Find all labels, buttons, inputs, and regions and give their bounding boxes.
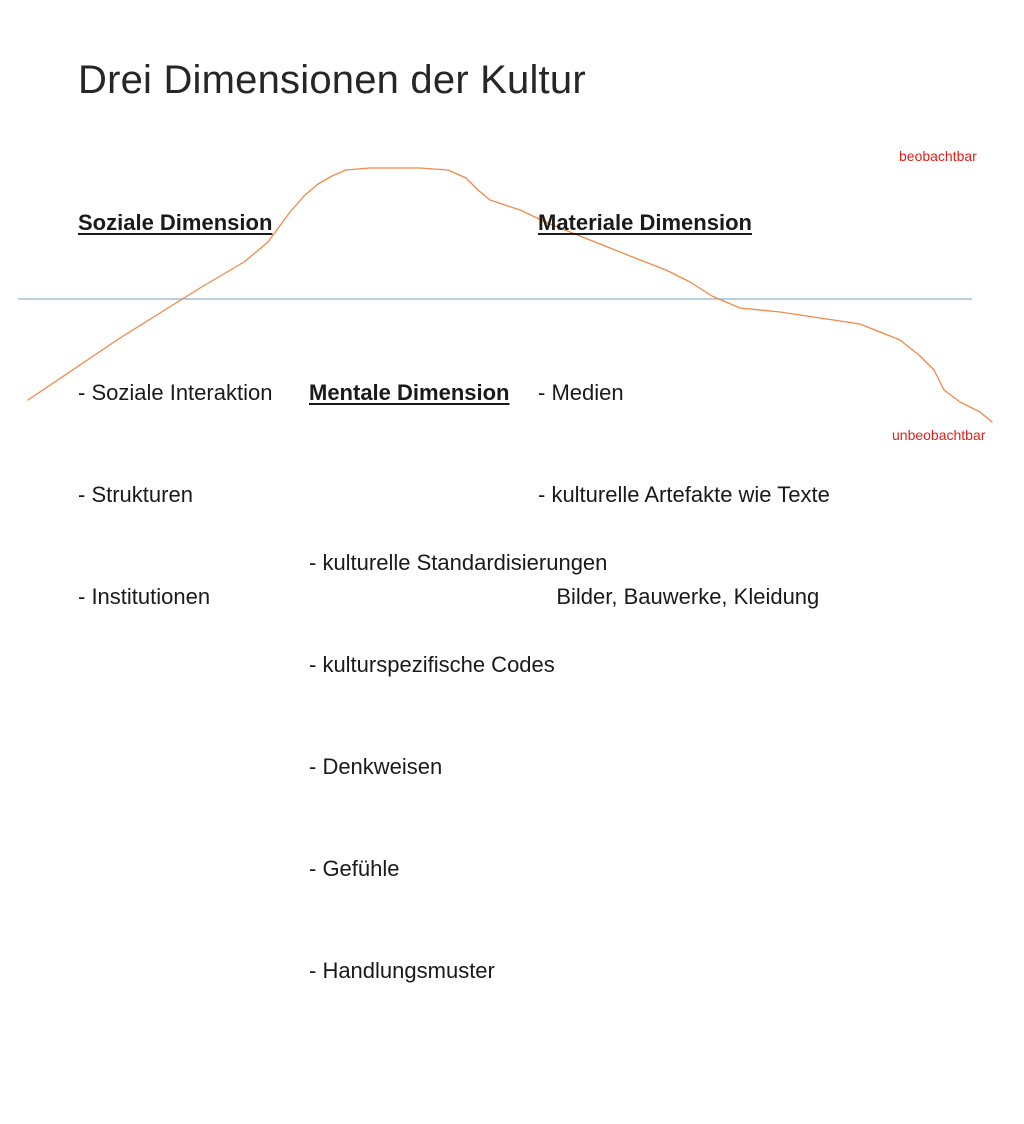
mentale-dimension-block	[309, 308, 607, 1124]
unobservable-label: unbeobachtbar	[892, 427, 986, 443]
list-item: - Soziale Interaktion	[78, 380, 273, 405]
list-item: - Medien	[538, 380, 624, 405]
observable-label: beobachtbar	[899, 148, 977, 164]
list-item: - Handlungsmuster	[309, 958, 495, 983]
soziale-dimension-block	[78, 138, 272, 750]
slide-title: Drei Dimensionen der Kultur	[78, 58, 586, 102]
list-item: Bilder, Bauwerke, Kleidung	[538, 584, 820, 609]
soziale-dimension-list	[78, 308, 272, 682]
list-item: - kulturelle Standardisierungen	[309, 550, 608, 575]
list-item: - Strukturen	[78, 482, 193, 507]
list-item: - Gefühle	[309, 856, 400, 881]
list-item: - kulturelle Artefakte wie Texte	[538, 482, 830, 507]
list-item: - Denkweisen	[309, 754, 443, 779]
mentale-dimension-heading: Mentale Dimension	[309, 380, 510, 405]
list-item: - Institutionen	[78, 584, 211, 609]
materiale-dimension-heading: Materiale Dimension	[538, 210, 752, 235]
mentale-dimension-list	[309, 478, 607, 1056]
soziale-dimension-heading: Soziale Dimension	[78, 210, 273, 235]
list-item: - kulturspezifische Codes	[309, 652, 555, 677]
